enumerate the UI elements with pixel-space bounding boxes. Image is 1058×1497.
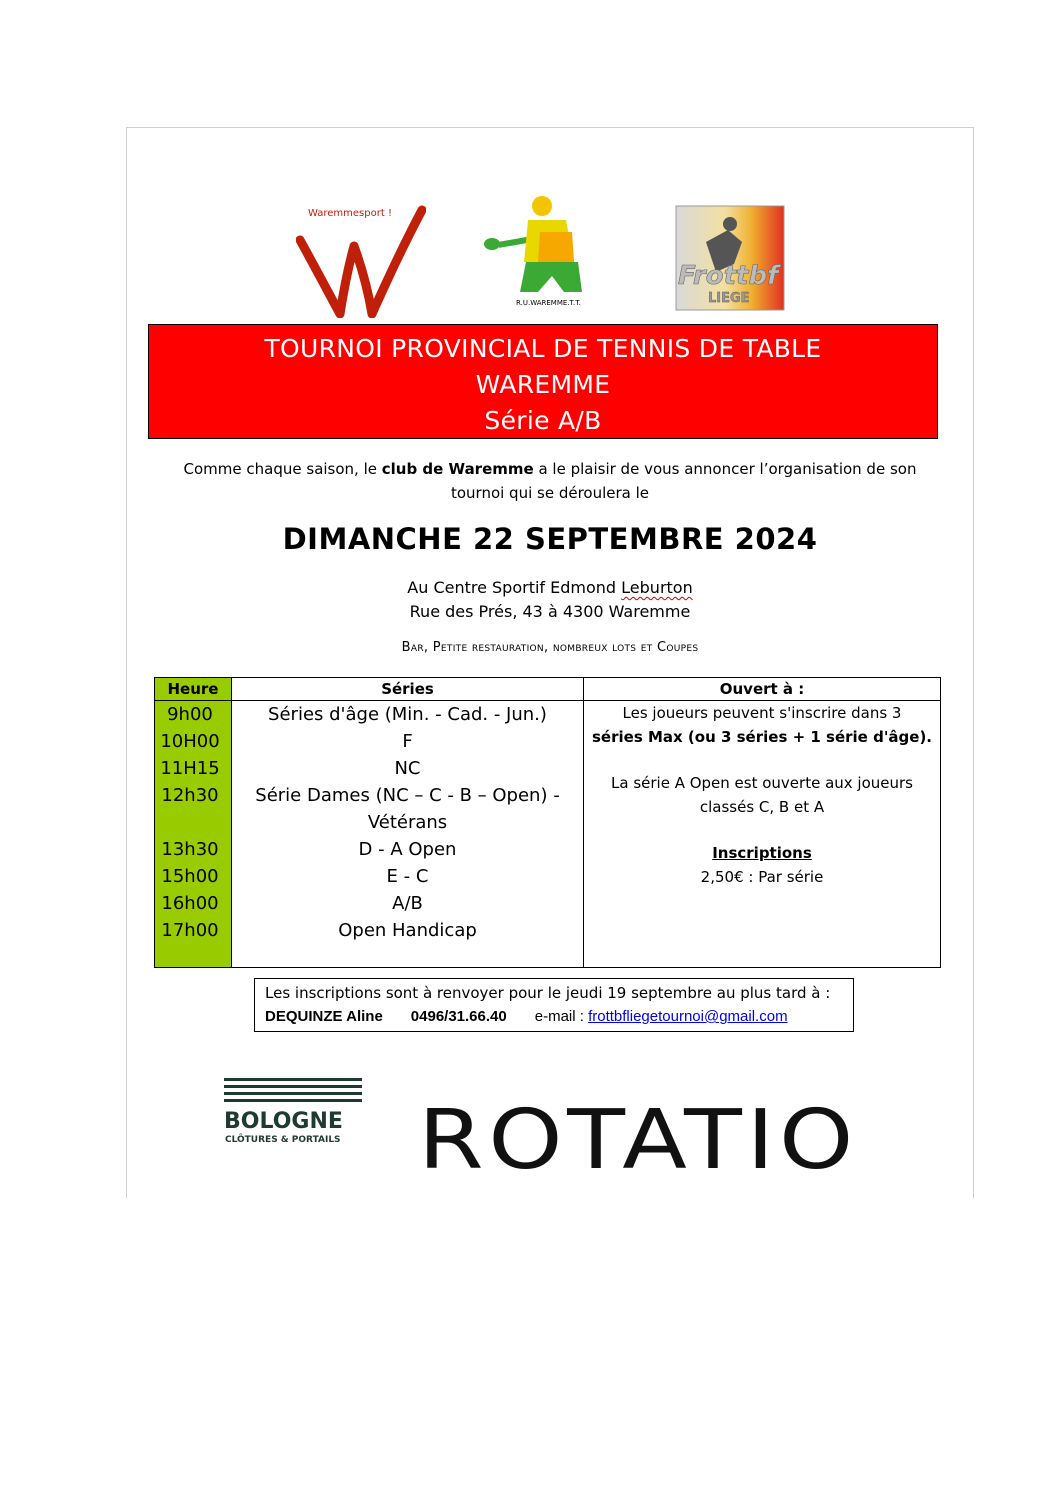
info-max-series (584, 701, 940, 749)
frottbf-city: LIEGE (708, 291, 750, 306)
frottbf-logo (672, 202, 804, 312)
contact-phone: 0496/31.66.40 (410, 1008, 507, 1025)
intro-part2: a le plaisir de vous annoncer l’organisation de son (533, 460, 917, 478)
contact-box (254, 978, 854, 1032)
series-cell: E - C (386, 866, 429, 887)
ruwaremme-label: R.U.WAREMME.T.T. (516, 299, 581, 307)
series-cell: NC (394, 758, 421, 779)
bologne-name: BOLOGNE (224, 1109, 343, 1134)
header-ouvert: Ouvert à : (584, 678, 941, 701)
address-street: Rue des Prés, 43 à 4300 Waremme (409, 602, 691, 621)
ruwaremme-logo (480, 192, 610, 310)
contact-details (265, 1005, 853, 1028)
info-line: classés C, B et A (699, 798, 825, 816)
time-cell: 17h00 (161, 920, 219, 941)
address-venue: Au Centre Sportif Edmond (407, 578, 622, 597)
address-venue-name: Leburton (621, 578, 693, 597)
amenities-line: Bar, Petite restauration, nombreux lots et Coupes (401, 640, 699, 655)
waremmesport-label: Waremmesport ! (308, 208, 392, 219)
waremmesport-logo (296, 198, 426, 318)
series-cell: Vétérans (367, 812, 448, 833)
intro-part1: Comme chaque saison, le (183, 460, 382, 478)
contact-name: DEQUINZE Aline (265, 1008, 383, 1025)
info-inscriptions (584, 841, 940, 889)
banner-title: TOURNOI PROVINCIAL DE TENNIS DE TABLE (264, 334, 822, 363)
series-cell: D - A Open (358, 839, 457, 860)
time-cell: 15h00 (161, 866, 219, 887)
header-heure: Heure (155, 678, 232, 701)
bologne-logo (224, 1076, 364, 1146)
time-cell: 10H00 (160, 731, 220, 752)
rotatio-wordmark: ROTATIO (418, 1098, 858, 1178)
header-series: Séries (232, 678, 584, 701)
series-cell: Séries d'âge (Min. - Cad. - Jun.) (268, 704, 547, 725)
info-line-bold: séries Max (ou 3 séries + 1 série d'âge). (592, 728, 932, 746)
contact-deadline: Les inscriptions sont à renvoyer pour le jeudi 19 septembre au plus tard à : (265, 984, 831, 1002)
banner-city: WAREMME (475, 370, 611, 399)
info-column (584, 701, 941, 968)
info-line: Les joueurs peuvent s'inscrire dans 3 (622, 704, 902, 722)
intro-line2: tournoi qui se déroulera le (450, 484, 650, 502)
time-cell: 13h30 (161, 839, 219, 860)
series-column (232, 701, 584, 968)
time-cell: 12h30 (161, 785, 219, 806)
event-date: DIMANCHE 22 SEPTEMBRE 2024 (282, 522, 818, 556)
bologne-tagline: CLÔTURES & PORTAILS (225, 1135, 341, 1145)
series-cell: F (402, 731, 413, 752)
intro-text (170, 457, 930, 505)
inscriptions-title: Inscriptions (712, 844, 812, 862)
series-cell: Open Handicap (338, 920, 477, 941)
rotatio-logo (418, 1098, 863, 1178)
time-cell: 11H15 (160, 758, 220, 779)
time-cell: 16h00 (161, 893, 219, 914)
title-banner (148, 324, 938, 439)
banner-series: Série A/B (484, 406, 602, 435)
contact-email-link[interactable]: frottbfliegetournoi@gmail.com (588, 1008, 788, 1025)
series-cell: A/B (392, 893, 423, 914)
inscriptions-price: 2,50€ : Par série (700, 868, 824, 886)
series-cell: Série Dames (NC – C - B – Open) - (255, 785, 560, 806)
schedule-table (154, 677, 941, 968)
venue-address (250, 576, 850, 624)
times-column (155, 701, 232, 968)
info-open-series (584, 771, 940, 819)
time-cell (155, 809, 231, 836)
info-line: La série A Open est ouverte aux joueurs (611, 774, 913, 792)
contact-email-label: e-mail : (534, 1008, 589, 1025)
intro-club: club de Waremme (381, 460, 534, 478)
time-cell: 9h00 (167, 704, 213, 725)
frottbf-name: Frottbf (678, 261, 779, 291)
